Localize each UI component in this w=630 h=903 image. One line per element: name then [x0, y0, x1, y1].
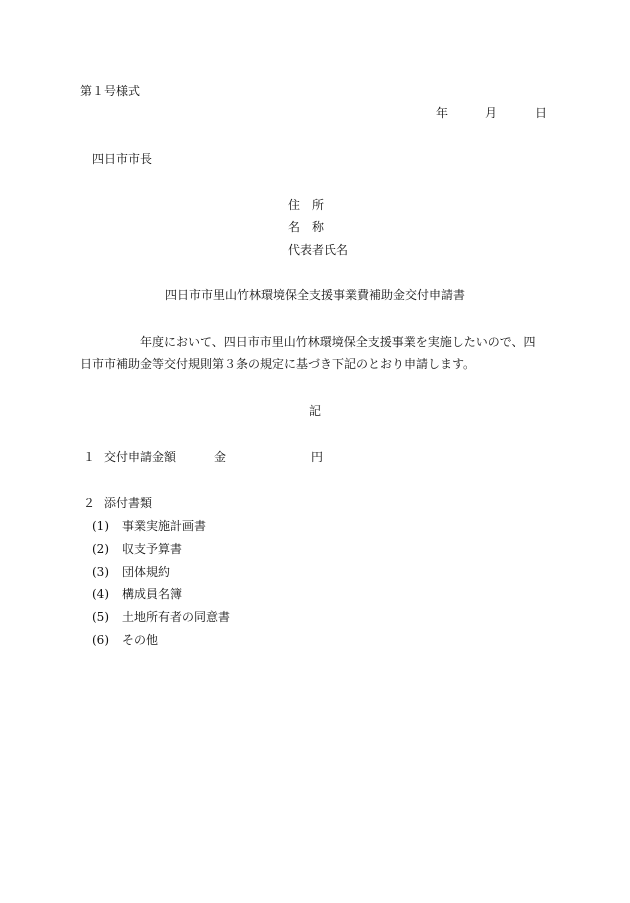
document-title: 四日市市里山竹林環境保全支援事業費補助金交付申請書 — [164, 288, 465, 302]
body-text-line-1: 年度において、四日市市里山竹林環境保全支援事業を実施したいので、四 — [140, 335, 536, 349]
amount-yen-label: 円 — [311, 450, 324, 464]
ki-heading: 記 — [308, 404, 321, 418]
item-2-number: ２ — [83, 496, 96, 510]
attachment-label: 構成員名簿 — [122, 587, 183, 601]
attachment-number: (5) — [92, 610, 109, 624]
attachment-number: (4) — [92, 587, 109, 601]
attachment-number: (6) — [92, 633, 109, 647]
attachment-label: 収支予算書 — [122, 542, 183, 556]
date-month-label: 月 — [485, 106, 498, 120]
body-text-line-2: 日市市補助金等交付規則第３条の規定に基づき下記のとおり申請します。 — [80, 357, 476, 371]
attachment-number: (1) — [92, 519, 109, 533]
date-day-label: 日 — [535, 106, 548, 120]
item-1-label: 交付申請金額 — [104, 450, 177, 464]
form-number: 第１号様式 — [80, 84, 141, 98]
item-1-number: １ — [83, 450, 96, 464]
attachment-label: その他 — [122, 633, 159, 647]
attachment-label: 団体規約 — [122, 565, 171, 579]
amount-kin-label: 金 — [214, 450, 227, 464]
date-year-label: 年 — [436, 106, 449, 120]
item-2-label: 添付書類 — [104, 496, 153, 510]
addressee: 四日市市長 — [92, 152, 153, 166]
attachment-label: 事業実施計画書 — [122, 519, 207, 533]
applicant-name-label: 名 称 — [288, 220, 325, 234]
attachment-number: (2) — [92, 542, 109, 556]
applicant-address-label: 住 所 — [288, 198, 325, 212]
attachment-number: (3) — [92, 565, 109, 579]
representative-name-label: 代表者氏名 — [288, 243, 349, 257]
attachment-label: 土地所有者の同意書 — [122, 610, 231, 624]
